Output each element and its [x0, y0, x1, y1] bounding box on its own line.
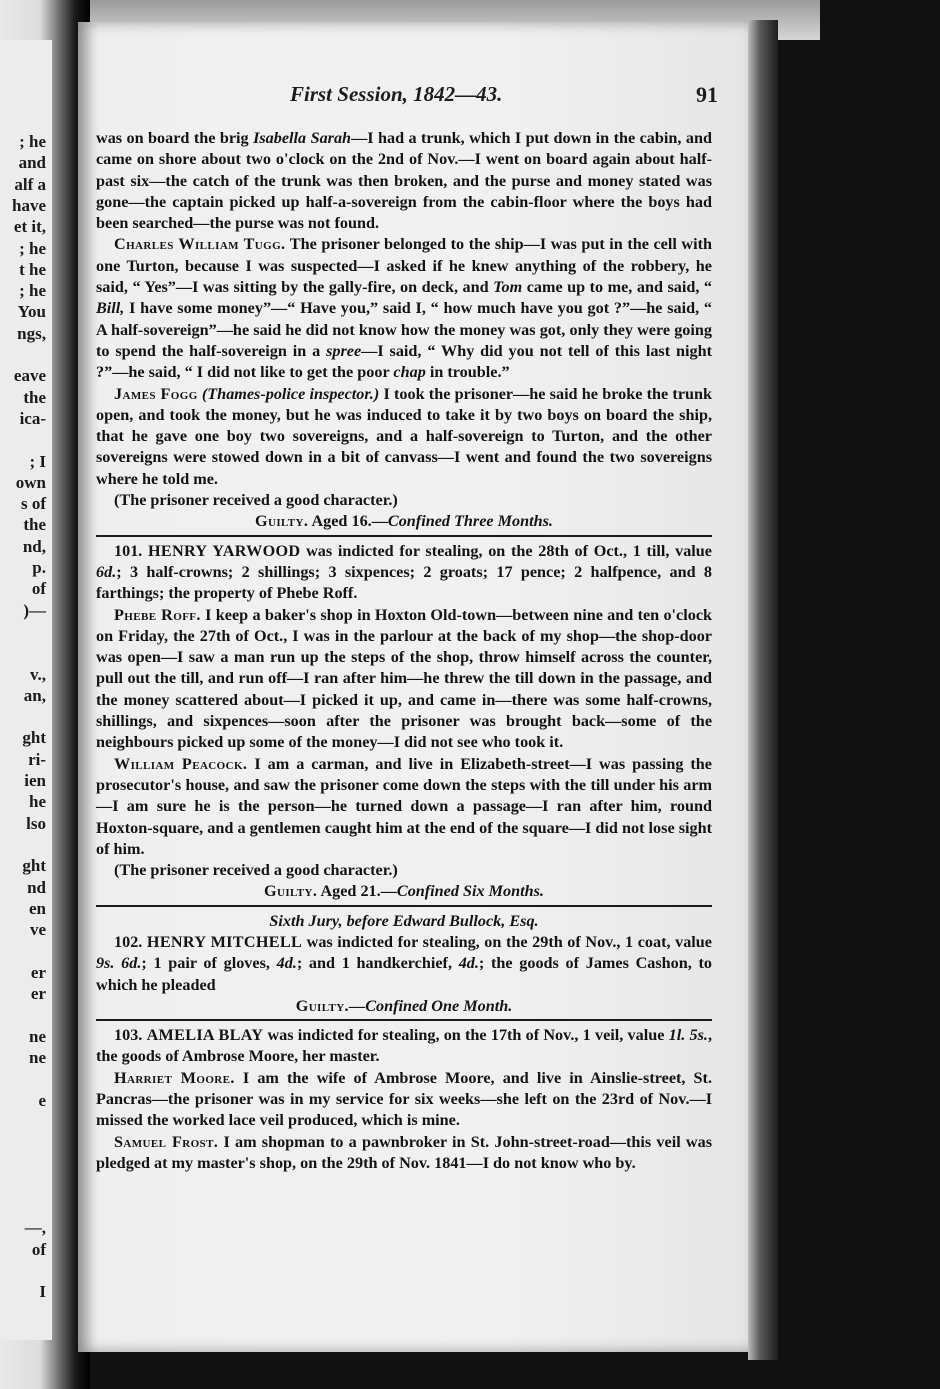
facing-page-text-fragment: nd	[27, 877, 46, 897]
witness-name: William Peacock.	[114, 754, 248, 773]
facing-page-fragment	[0, 40, 52, 1340]
facing-page-text-fragment: he	[29, 792, 46, 812]
facing-page-text-fragment: ; he	[19, 238, 46, 258]
facing-page-text-fragment: ngs,	[17, 323, 46, 343]
character-note: (The prisoner received a good character.)	[114, 491, 398, 510]
facing-page-text-fragment: nd,	[22, 536, 46, 556]
case-divider	[96, 905, 712, 907]
page-edge-shadow	[748, 20, 778, 1360]
facing-page-text-fragment: )—	[23, 600, 46, 620]
running-head: First Session, 1842—43.	[290, 82, 503, 106]
testimony-harriet-moore: Harriet Moore. I am the wife of Ambrose Moore, and live in Ainslie-street, St. Pancras—the prisoner was in my service for six weeks—she left on the 23rd of Nov.—I missed the worked lace veil produced, which is mine.	[96, 1068, 712, 1130]
facing-page-text-fragment: ght	[22, 728, 46, 748]
facing-page-text-fragment: You	[17, 302, 46, 322]
facing-page-text-fragment: ght	[22, 856, 46, 876]
facing-page-text-fragment: the	[23, 515, 46, 535]
case-103-indictment: 103. AMELIA BLAY was indicted for stealing, on the 17th of Nov., 1 veil, value 1l. 5s., the goods of Ambrose Moore, her master.	[96, 1026, 713, 1066]
facing-page-text-fragment: ien	[24, 771, 46, 790]
case-divider	[96, 1019, 712, 1021]
facing-page-text-fragment: er	[30, 962, 46, 982]
facing-page-text-fragment: eave	[13, 366, 46, 386]
facing-page-text-fragment: the	[23, 387, 46, 407]
facing-page-text-fragment: —,	[24, 1218, 46, 1238]
case-100-paragraph: was on board the brig Isabella Sarah—I had a trunk, which I put down in the cabin, and came on shore about two o'clock on the 2nd of Nov.—I went on board again about half-past six—the catch of the trunk was then broken, and the purse and money stated was gone—the captain picked up half-a-sovereign from the cabin-floor where the boys had been searched—the purse was not found.	[96, 129, 712, 233]
facing-page-text-fragment: s of	[20, 494, 46, 514]
facing-page-text-fragment: ve	[29, 920, 46, 940]
witness-name: Phebe Roff.	[114, 605, 201, 624]
facing-page-text-fragment: v.,	[29, 664, 46, 684]
testimony-fogg: James Fogg (Thames-police inspector.) I took the prisoner—he said he broke the trunk open, and took the money, but he was induced to take it by two boys on board the ship, that he gave one boy two sovereigns, and a half-sovereign to Turton, and the other sovereigns were stowed down in a bit of canvass—I went and found the two sovereigns where he told me.	[96, 384, 713, 488]
facing-page-text-fragment: ; I	[29, 451, 46, 471]
witness-name: James Fogg	[114, 384, 198, 403]
facing-page-text-fragment: lso	[26, 813, 46, 833]
testimony-roff: Phebe Roff. I keep a baker's shop in Hoxton Old-town—between nine and ten o'clock on Friday, the 27th of Oct., I was in the parlour at the back of my shop—the shop-door was open—I saw a man run up the steps of the shop, throw himself across the counter, pull out the till, and run off—I ran after him—he threw the till down in the passage, and the money scattered about—I picked it up, and came in—there was some half-crowns, shillings, and sixpences—soon after the prisoner was brought back—some of the neighbours picked up some of the money—I did not see who took it.	[96, 605, 713, 752]
verdict: Guilty. Aged 21.—Confined Six Months.	[264, 882, 544, 901]
case-101-indictment: 101. HENRY YARWOOD was indicted for stealing, on the 28th of Oct., 1 till, value 6d.; 3 half-crowns; 2 shillings; 3 sixpences; 2 groats; 17 pence; 2 halfpence, and 8 farthings; the property of Phebe Roff.	[96, 541, 712, 603]
facing-page-text-fragment: et it,	[13, 217, 46, 237]
facing-page-text-fragment: en	[29, 898, 46, 918]
facing-page-text-fragment: ica-	[19, 408, 46, 428]
facing-page-text-fragment: of	[31, 1239, 46, 1259]
defendant-name: AMELIA BLAY	[146, 1026, 264, 1045]
facing-page-text-fragment: e	[38, 1090, 46, 1110]
facing-page-text-fragment: p.	[32, 558, 46, 577]
testimony-peacock: William Peacock. I am a carman, and live in Elizabeth-street—I was passing the prosecutor's house, and saw the prisoner come down the steps with the till under his arm—I am sure he is the person—he turned down a passage—I ran after him, round Hoxton-square, and a gentlemen caught him at the end of the square—I did not lose sight of him.	[96, 754, 712, 858]
facing-page-text-fragment: alf a	[14, 174, 46, 194]
witness-name: Samuel Frost.	[114, 1132, 219, 1151]
verdict: Guilty. Aged 16.—Confined Three Months.	[255, 512, 553, 531]
witness-name: Charles William Tugg.	[114, 235, 286, 254]
character-note: (The prisoner received a good character.)	[114, 861, 398, 880]
defendant-name: HENRY YARWOOD	[148, 541, 301, 560]
verdict: Guilty.—Confined One Month.	[295, 996, 513, 1015]
facing-page-text-fragment: ne	[29, 1026, 46, 1046]
case-divider	[96, 535, 712, 537]
facing-page-text-fragment: ri-	[28, 749, 46, 769]
facing-page-text-fragment: ; he	[19, 281, 46, 301]
facing-page-text-fragment: t he	[19, 259, 46, 279]
testimony-tugg: Charles William Tugg. The prisoner belonged to the ship—I was put in the cell with one Turton, because I was suspected—I asked if he knew anything of the robbery, he said, “ Yes”—I was sitting by the gally-fire, on deck, and Tom came up to me, and said, “ Bill, I have some money”—“ Have you,” said I, “ how much have you got ?”—he said, “ A half-sovereign”—he said he did not know how the money was got, only they were going to spend the half-sovereign in a spree—I said, “ Why did you not tell of this last night ?”—he said, “ I did not like to get the poor chap in trouble.”	[96, 235, 712, 382]
page-body	[96, 128, 712, 1174]
facing-page-text-fragment: ne	[29, 1047, 46, 1067]
case-102-indictment: 102. HENRY MITCHELL was indicted for stealing, on the 29th of Nov., 1 coat, value 9s. 6d.; 1 pair of gloves, 4d.; and 1 handkerchief, 4d.; the goods of James Cashon, to which he pleaded	[96, 932, 712, 994]
jury-heading: Sixth Jury, before Edward Bullock, Esq.	[269, 911, 539, 930]
facing-page-text-fragment: an,	[23, 685, 46, 705]
page-number: 91	[696, 82, 718, 107]
facing-page-text-fragment: er	[30, 984, 46, 1003]
facing-page-text-fragment: own	[15, 472, 46, 492]
testimony-samuel-frost: Samuel Frost. I am shopman to a pawnbroker in St. John-street-road—this veil was pledged at my master's shop, on the 29th of Nov. 1841—I do not know who by.	[96, 1132, 712, 1172]
defendant-name: HENRY MITCHELL	[146, 932, 303, 951]
facing-page-text-fragment: of	[31, 579, 46, 599]
facing-page-text-fragment: I	[39, 1282, 46, 1302]
page-header	[78, 82, 718, 112]
facing-page-text-fragment: have	[12, 195, 46, 215]
facing-page-text-fragment: and	[18, 153, 46, 173]
facing-page-text-fragment: ; he	[19, 132, 46, 151]
witness-name: Harriet Moore.	[114, 1068, 235, 1087]
